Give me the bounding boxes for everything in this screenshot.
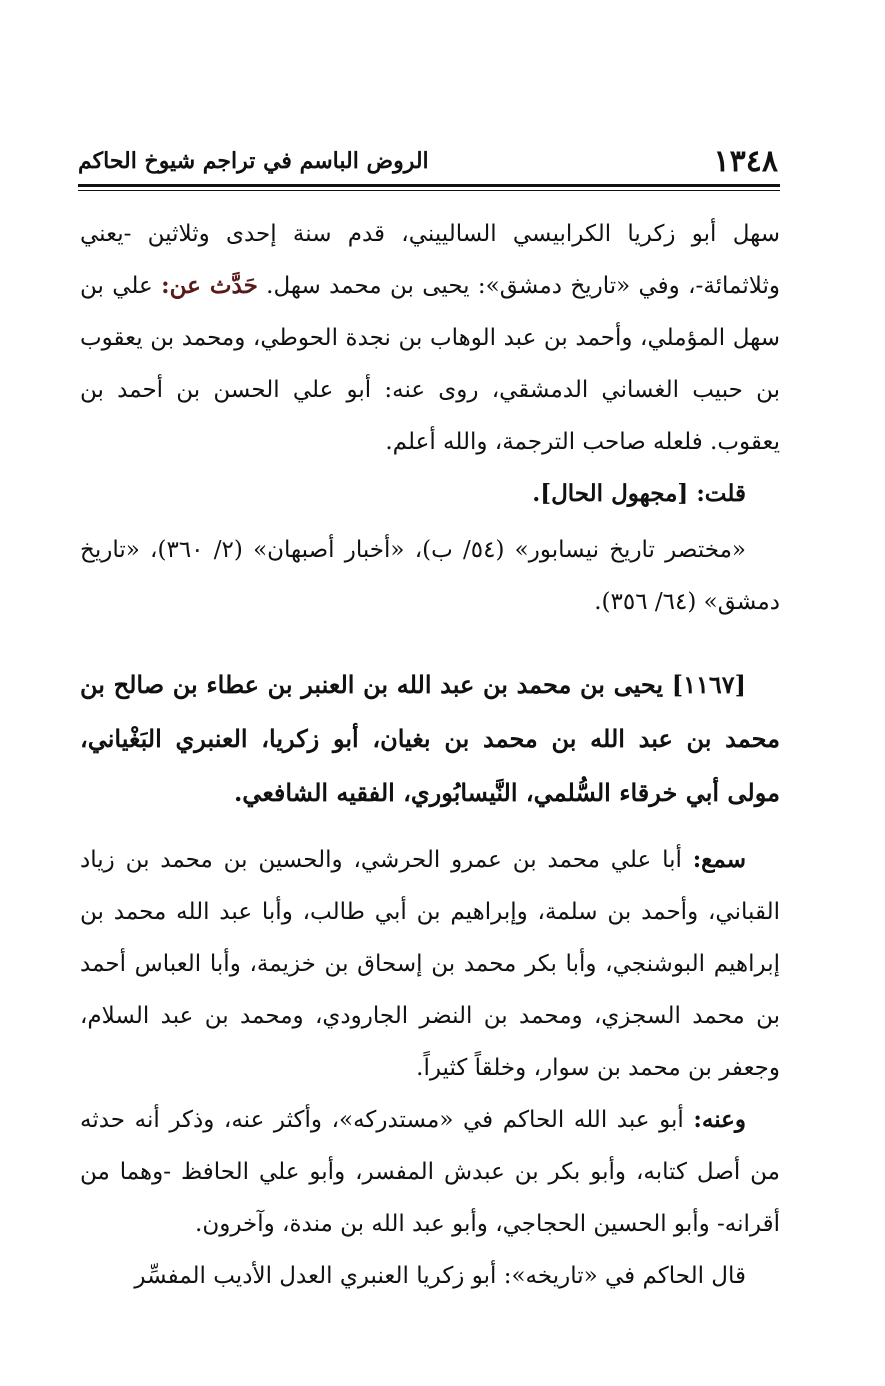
sami-text: أبا علي محمد بن عمرو الحرشي، والحسين بن محمد بن زياد القباني، وأحمد بن سلمة، وإبراهيم بن أبي طالب، وأبا عبد الله محمد بن إبراهيم البوشنجي، وأبا بكر محمد بن إسحاق بن خزيمة، وأبا العباس أحمد بن محمد السجزي، ومحمد بن النضر الجارودي، ومحمد بن عبد السلام، وجعفر بن محمد بن سوار، وخلقاً كثيراً. xyxy=(80,847,780,1081)
anhu-text: أبو عبد الله الحاكم في «مستدركه»، وأكثر عنه، وذكر أنه حدثه من أصل كتابه، وأبو بكر بن عبدش المفسر، وأبو علي الحافظ -وهما من أقرانه- وأبو الحسين الحجاجي، وأبو عبد الله بن مندة، وآخرون. xyxy=(80,1107,780,1237)
sami-label: سمع: xyxy=(692,846,746,873)
page-header xyxy=(78,140,778,182)
paragraph-part2: علي بن سهل المؤملي، وأحمد بن عبد الوهاب بن نجدة الحوطي، ومحمد بن يعقوب بن حبيب الغساني الدمشقي، روى عنه: أبو علي الحسن بن أحمد بن يعقوب. فلعله صاحب الترجمة، والله أعلم. xyxy=(80,273,780,455)
qala-text: قال الحاكم في «تاريخه»: أبو زكريا العنبري العدل الأديب المفسِّر xyxy=(134,1263,746,1289)
verdict: قلت: [مجهول الحال]. xyxy=(532,480,746,507)
paragraph-yahya-sahl xyxy=(80,208,780,468)
page-body xyxy=(80,208,780,1302)
page-number: ١٣٤٨ xyxy=(713,144,778,179)
anhu-section xyxy=(80,1094,780,1250)
qala-section xyxy=(80,1250,780,1302)
header-rule xyxy=(78,184,780,187)
sami-section xyxy=(80,834,780,1094)
header-rule-thin xyxy=(78,190,780,191)
paragraph-part1: سهل أبو زكريا الكرابيسي السالييني، قدم سنة إحدى وثلاثين -يعني وثلاثمائة-، وفي «تاريخ دمشق»: يحيى بن محمد سهل. xyxy=(80,221,780,299)
anhu-label: وعنه: xyxy=(693,1106,746,1133)
entry-title: يحيى بن محمد بن عبد الله بن العنبر بن عطاء بن صالح بن محمد بن عبد الله بن محمد بن بغيان، أبو زكريا، العنبري البَغْياني، مولى أبي خرقاء السُّلمي، النَّيسابُوري، الفقيه الشافعي. xyxy=(80,670,780,807)
entry-heading xyxy=(80,658,780,820)
references: «مختصر تاريخ نيسابور» (٥٤/ ب)، «أخبار أصبهان» (٢/ ٣٦٠)، «تاريخ دمشق» (٦٤/ ٣٥٦). xyxy=(80,537,780,615)
entry-number: [١١٦٧] xyxy=(671,670,746,699)
running-title: الروض الباسم في تراجم شيوخ الحاكم xyxy=(78,148,429,174)
haddath-label: حَدَّث عن: xyxy=(161,272,258,299)
